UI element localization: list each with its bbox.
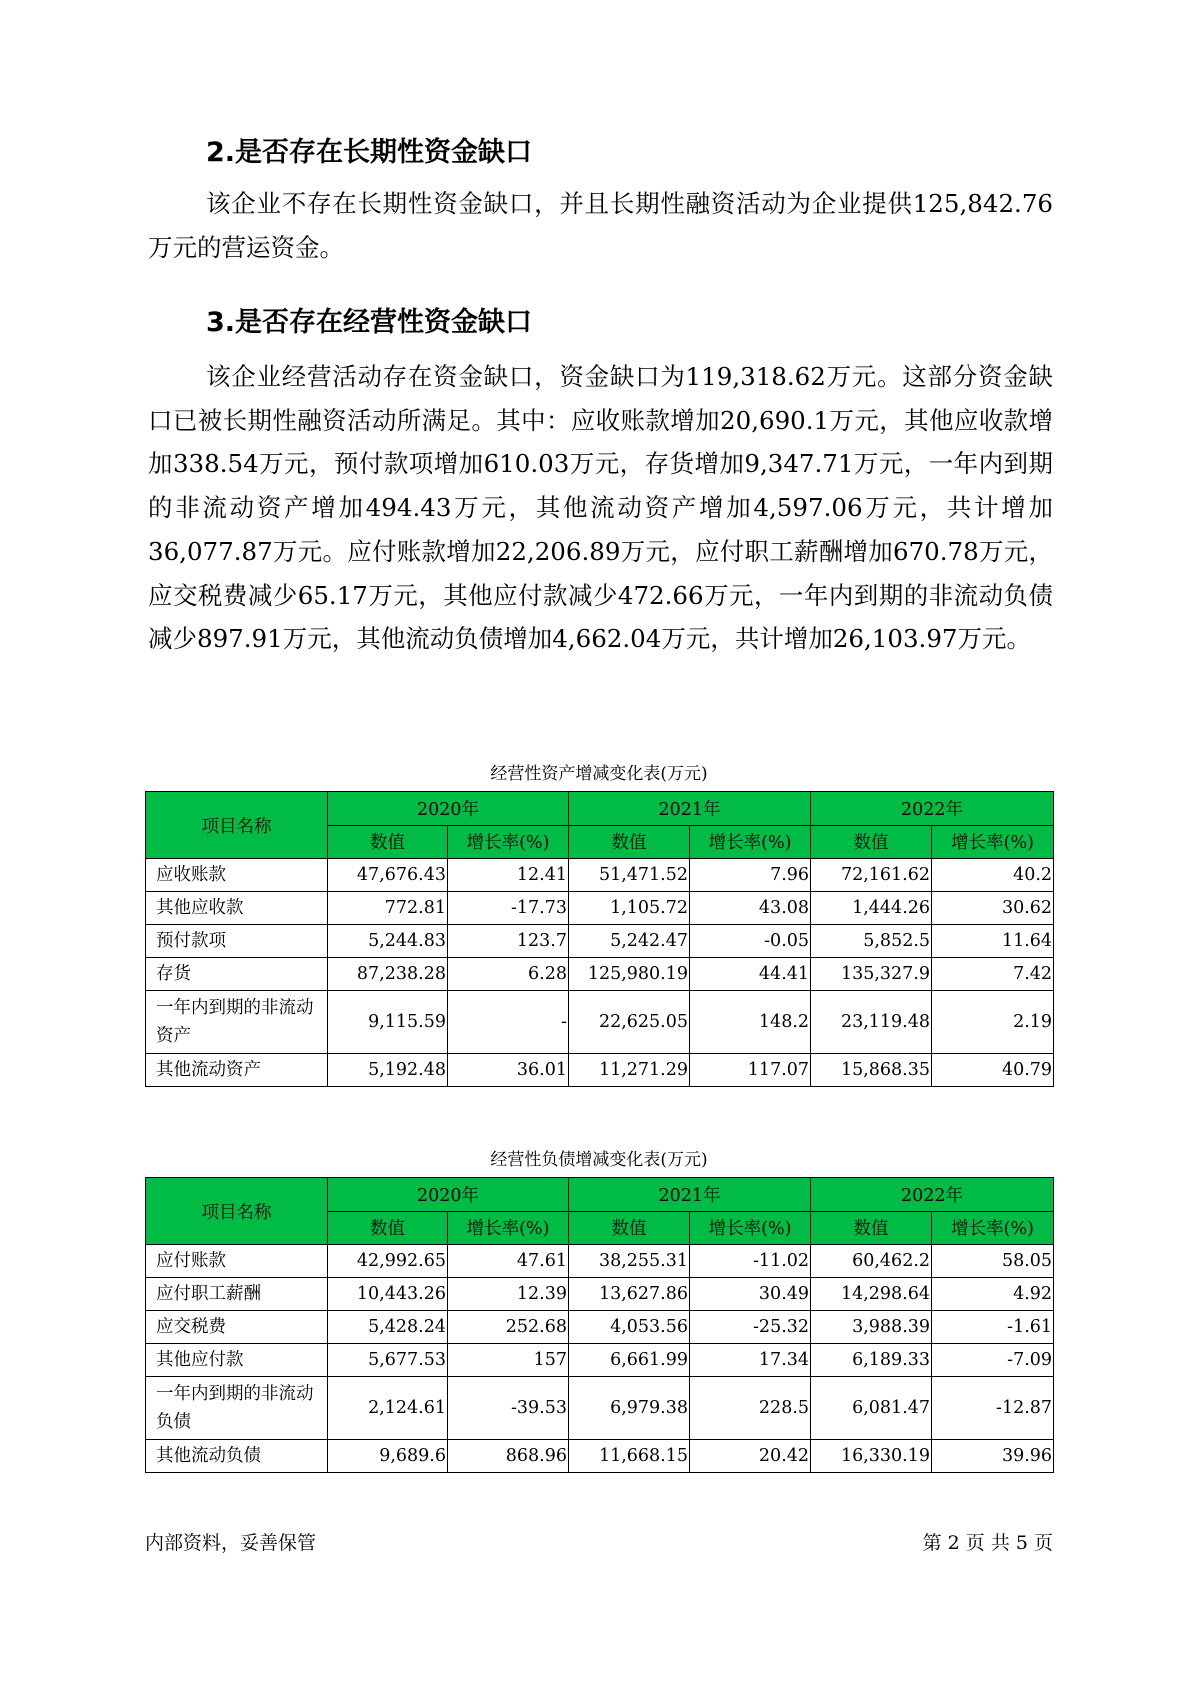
growth-rate-cell: 868.96 bbox=[448, 1440, 569, 1473]
subheader-value: 数值 bbox=[569, 1211, 690, 1245]
growth-rate-cell: 11.64 bbox=[932, 925, 1054, 958]
value-cell: 1,444.26 bbox=[811, 892, 932, 925]
subheader-growth-rate: 增长率(%) bbox=[448, 1211, 569, 1245]
value-cell: 9,689.6 bbox=[328, 1440, 448, 1473]
footer-page-number: 第 2 页 共 5 页 bbox=[922, 1532, 1053, 1554]
row-label: 存货 bbox=[146, 958, 328, 991]
value-cell: 47,676.43 bbox=[328, 859, 448, 892]
subheader-growth-rate: 增长率(%) bbox=[932, 1211, 1054, 1245]
value-cell: 1,105.72 bbox=[569, 892, 690, 925]
table-row bbox=[146, 1245, 1054, 1278]
growth-rate-cell: -12.87 bbox=[932, 1377, 1054, 1440]
value-cell: 5,192.48 bbox=[328, 1054, 448, 1087]
row-label: 其他应收款 bbox=[146, 892, 328, 925]
growth-rate-cell: - bbox=[448, 991, 569, 1054]
header-year-2022: 2022年 bbox=[811, 792, 1054, 826]
growth-rate-cell: 58.05 bbox=[932, 1245, 1054, 1278]
value-cell: 5,852.5 bbox=[811, 925, 932, 958]
growth-rate-cell: -1.61 bbox=[932, 1311, 1054, 1344]
header-year-2021: 2021年 bbox=[569, 792, 811, 826]
growth-rate-cell: 47.61 bbox=[448, 1245, 569, 1278]
table-row bbox=[146, 1278, 1054, 1311]
subheader-growth-rate: 增长率(%) bbox=[932, 825, 1054, 859]
table-row bbox=[146, 859, 1054, 892]
growth-rate-cell: 20.42 bbox=[690, 1440, 811, 1473]
subheader-value: 数值 bbox=[811, 1211, 932, 1245]
growth-rate-cell: 17.34 bbox=[690, 1344, 811, 1377]
growth-rate-cell: 252.68 bbox=[448, 1311, 569, 1344]
value-cell: 14,298.64 bbox=[811, 1278, 932, 1311]
row-label: 应付账款 bbox=[146, 1245, 328, 1278]
row-label: 应收账款 bbox=[146, 859, 328, 892]
subheader-growth-rate: 增长率(%) bbox=[690, 825, 811, 859]
subheader-growth-rate: 增长率(%) bbox=[690, 1211, 811, 1245]
table-row bbox=[146, 958, 1054, 991]
subheader-growth-rate: 增长率(%) bbox=[448, 825, 569, 859]
value-cell: 5,677.53 bbox=[328, 1344, 448, 1377]
value-cell: 135,327.9 bbox=[811, 958, 932, 991]
growth-rate-cell: 39.96 bbox=[932, 1440, 1054, 1473]
growth-rate-cell: 30.49 bbox=[690, 1278, 811, 1311]
value-cell: 13,627.86 bbox=[569, 1278, 690, 1311]
value-cell: 87,238.28 bbox=[328, 958, 448, 991]
header-year-2020: 2020年 bbox=[328, 792, 569, 826]
growth-rate-cell: 36.01 bbox=[448, 1054, 569, 1087]
value-cell: 72,161.62 bbox=[811, 859, 932, 892]
growth-rate-cell: 44.41 bbox=[690, 958, 811, 991]
growth-rate-cell: 4.92 bbox=[932, 1278, 1054, 1311]
subheader-value: 数值 bbox=[328, 1211, 448, 1245]
table-row bbox=[146, 991, 1054, 1054]
assets-table-caption: 经营性资产增减变化表(万元) bbox=[490, 764, 708, 784]
section3-heading: 3.是否存在经营性资金缺口 bbox=[206, 307, 533, 338]
value-cell: 38,255.31 bbox=[569, 1245, 690, 1278]
value-cell: 23,119.48 bbox=[811, 991, 932, 1054]
growth-rate-cell: 157 bbox=[448, 1344, 569, 1377]
table-row bbox=[146, 892, 1054, 925]
header-year-2020: 2020年 bbox=[328, 1178, 569, 1212]
growth-rate-cell: -17.73 bbox=[448, 892, 569, 925]
value-cell: 6,081.47 bbox=[811, 1377, 932, 1440]
value-cell: 772.81 bbox=[328, 892, 448, 925]
row-label: 其他应付款 bbox=[146, 1344, 328, 1377]
table-row bbox=[146, 925, 1054, 958]
growth-rate-cell: 7.96 bbox=[690, 859, 811, 892]
value-cell: 11,271.29 bbox=[569, 1054, 690, 1087]
growth-rate-cell: 40.79 bbox=[932, 1054, 1054, 1087]
row-label: 一年内到期的非流动资产 bbox=[146, 991, 328, 1054]
value-cell: 2,124.61 bbox=[328, 1377, 448, 1440]
value-cell: 22,625.05 bbox=[569, 991, 690, 1054]
row-label: 其他流动负债 bbox=[146, 1440, 328, 1473]
header-item-name: 项目名称 bbox=[146, 792, 328, 859]
footer-confidential-note: 内部资料，妥善保管 bbox=[145, 1532, 317, 1554]
row-label: 应交税费 bbox=[146, 1311, 328, 1344]
row-label: 一年内到期的非流动负债 bbox=[146, 1377, 328, 1440]
header-item-name: 项目名称 bbox=[146, 1178, 328, 1245]
growth-rate-cell: 2.19 bbox=[932, 991, 1054, 1054]
value-cell: 5,428.24 bbox=[328, 1311, 448, 1344]
section3-paragraph: 该企业经营活动存在资金缺口，资金缺口为119,318.62万元。这部分资金缺口已被长期性融资活动所满足。其中：应收账款增加20,690.1万元，其他应收款增加338.54万元，预付款项增加610.03万元，存货增加9,347.71万元，一年内到期的非流动资产增加494.43万元，其他流动资产增加4,597.06万元，共计增加36,077.87万元。应付账款增加22,206.89万元，应付职工薪酬增加670.78万元，应交税费减少65.17万元，其他应付款减少472.66万元，一年内到期的非流动负债减少897.91万元，其他流动负债增加4,662.04万元，共计增加26,103.97万元。 bbox=[148, 362, 1053, 654]
header-year-2021: 2021年 bbox=[569, 1178, 811, 1212]
growth-rate-cell: -25.32 bbox=[690, 1311, 811, 1344]
row-label: 预付款项 bbox=[146, 925, 328, 958]
growth-rate-cell: 7.42 bbox=[932, 958, 1054, 991]
growth-rate-cell: 123.7 bbox=[448, 925, 569, 958]
value-cell: 10,443.26 bbox=[328, 1278, 448, 1311]
value-cell: 51,471.52 bbox=[569, 859, 690, 892]
value-cell: 16,330.19 bbox=[811, 1440, 932, 1473]
value-cell: 5,244.83 bbox=[328, 925, 448, 958]
table-row bbox=[146, 1344, 1054, 1377]
liabilities-table-caption: 经营性负债增减变化表(万元) bbox=[490, 1150, 708, 1170]
table-row bbox=[146, 1377, 1054, 1440]
value-cell: 11,668.15 bbox=[569, 1440, 690, 1473]
header-year-2022: 2022年 bbox=[811, 1178, 1054, 1212]
growth-rate-cell: 117.07 bbox=[690, 1054, 811, 1087]
growth-rate-cell: -0.05 bbox=[690, 925, 811, 958]
liabilities-table bbox=[145, 1177, 1054, 1473]
value-cell: 4,053.56 bbox=[569, 1311, 690, 1344]
growth-rate-cell: 43.08 bbox=[690, 892, 811, 925]
section2-heading: 2.是否存在长期性资金缺口 bbox=[206, 137, 533, 168]
value-cell: 6,661.99 bbox=[569, 1344, 690, 1377]
growth-rate-cell: 12.41 bbox=[448, 859, 569, 892]
value-cell: 125,980.19 bbox=[569, 958, 690, 991]
value-cell: 3,988.39 bbox=[811, 1311, 932, 1344]
growth-rate-cell: 30.62 bbox=[932, 892, 1054, 925]
growth-rate-cell: 228.5 bbox=[690, 1377, 811, 1440]
value-cell: 6,979.38 bbox=[569, 1377, 690, 1440]
growth-rate-cell: -7.09 bbox=[932, 1344, 1054, 1377]
subheader-value: 数值 bbox=[569, 825, 690, 859]
row-label: 其他流动资产 bbox=[146, 1054, 328, 1087]
subheader-value: 数值 bbox=[328, 825, 448, 859]
growth-rate-cell: -11.02 bbox=[690, 1245, 811, 1278]
table-row bbox=[146, 1440, 1054, 1473]
table-row bbox=[146, 1054, 1054, 1087]
value-cell: 9,115.59 bbox=[328, 991, 448, 1054]
value-cell: 6,189.33 bbox=[811, 1344, 932, 1377]
growth-rate-cell: 12.39 bbox=[448, 1278, 569, 1311]
value-cell: 42,992.65 bbox=[328, 1245, 448, 1278]
growth-rate-cell: 148.2 bbox=[690, 991, 811, 1054]
growth-rate-cell: 40.2 bbox=[932, 859, 1054, 892]
subheader-value: 数值 bbox=[811, 825, 932, 859]
row-label: 应付职工薪酬 bbox=[146, 1278, 328, 1311]
value-cell: 60,462.2 bbox=[811, 1245, 932, 1278]
growth-rate-cell: -39.53 bbox=[448, 1377, 569, 1440]
value-cell: 5,242.47 bbox=[569, 925, 690, 958]
assets-table bbox=[145, 791, 1054, 1087]
section2-paragraph: 该企业不存在长期性资金缺口，并且长期性融资活动为企业提供125,842.76万元的营运资金。 bbox=[148, 189, 1053, 262]
value-cell: 15,868.35 bbox=[811, 1054, 932, 1087]
growth-rate-cell: 6.28 bbox=[448, 958, 569, 991]
table-row bbox=[146, 1311, 1054, 1344]
